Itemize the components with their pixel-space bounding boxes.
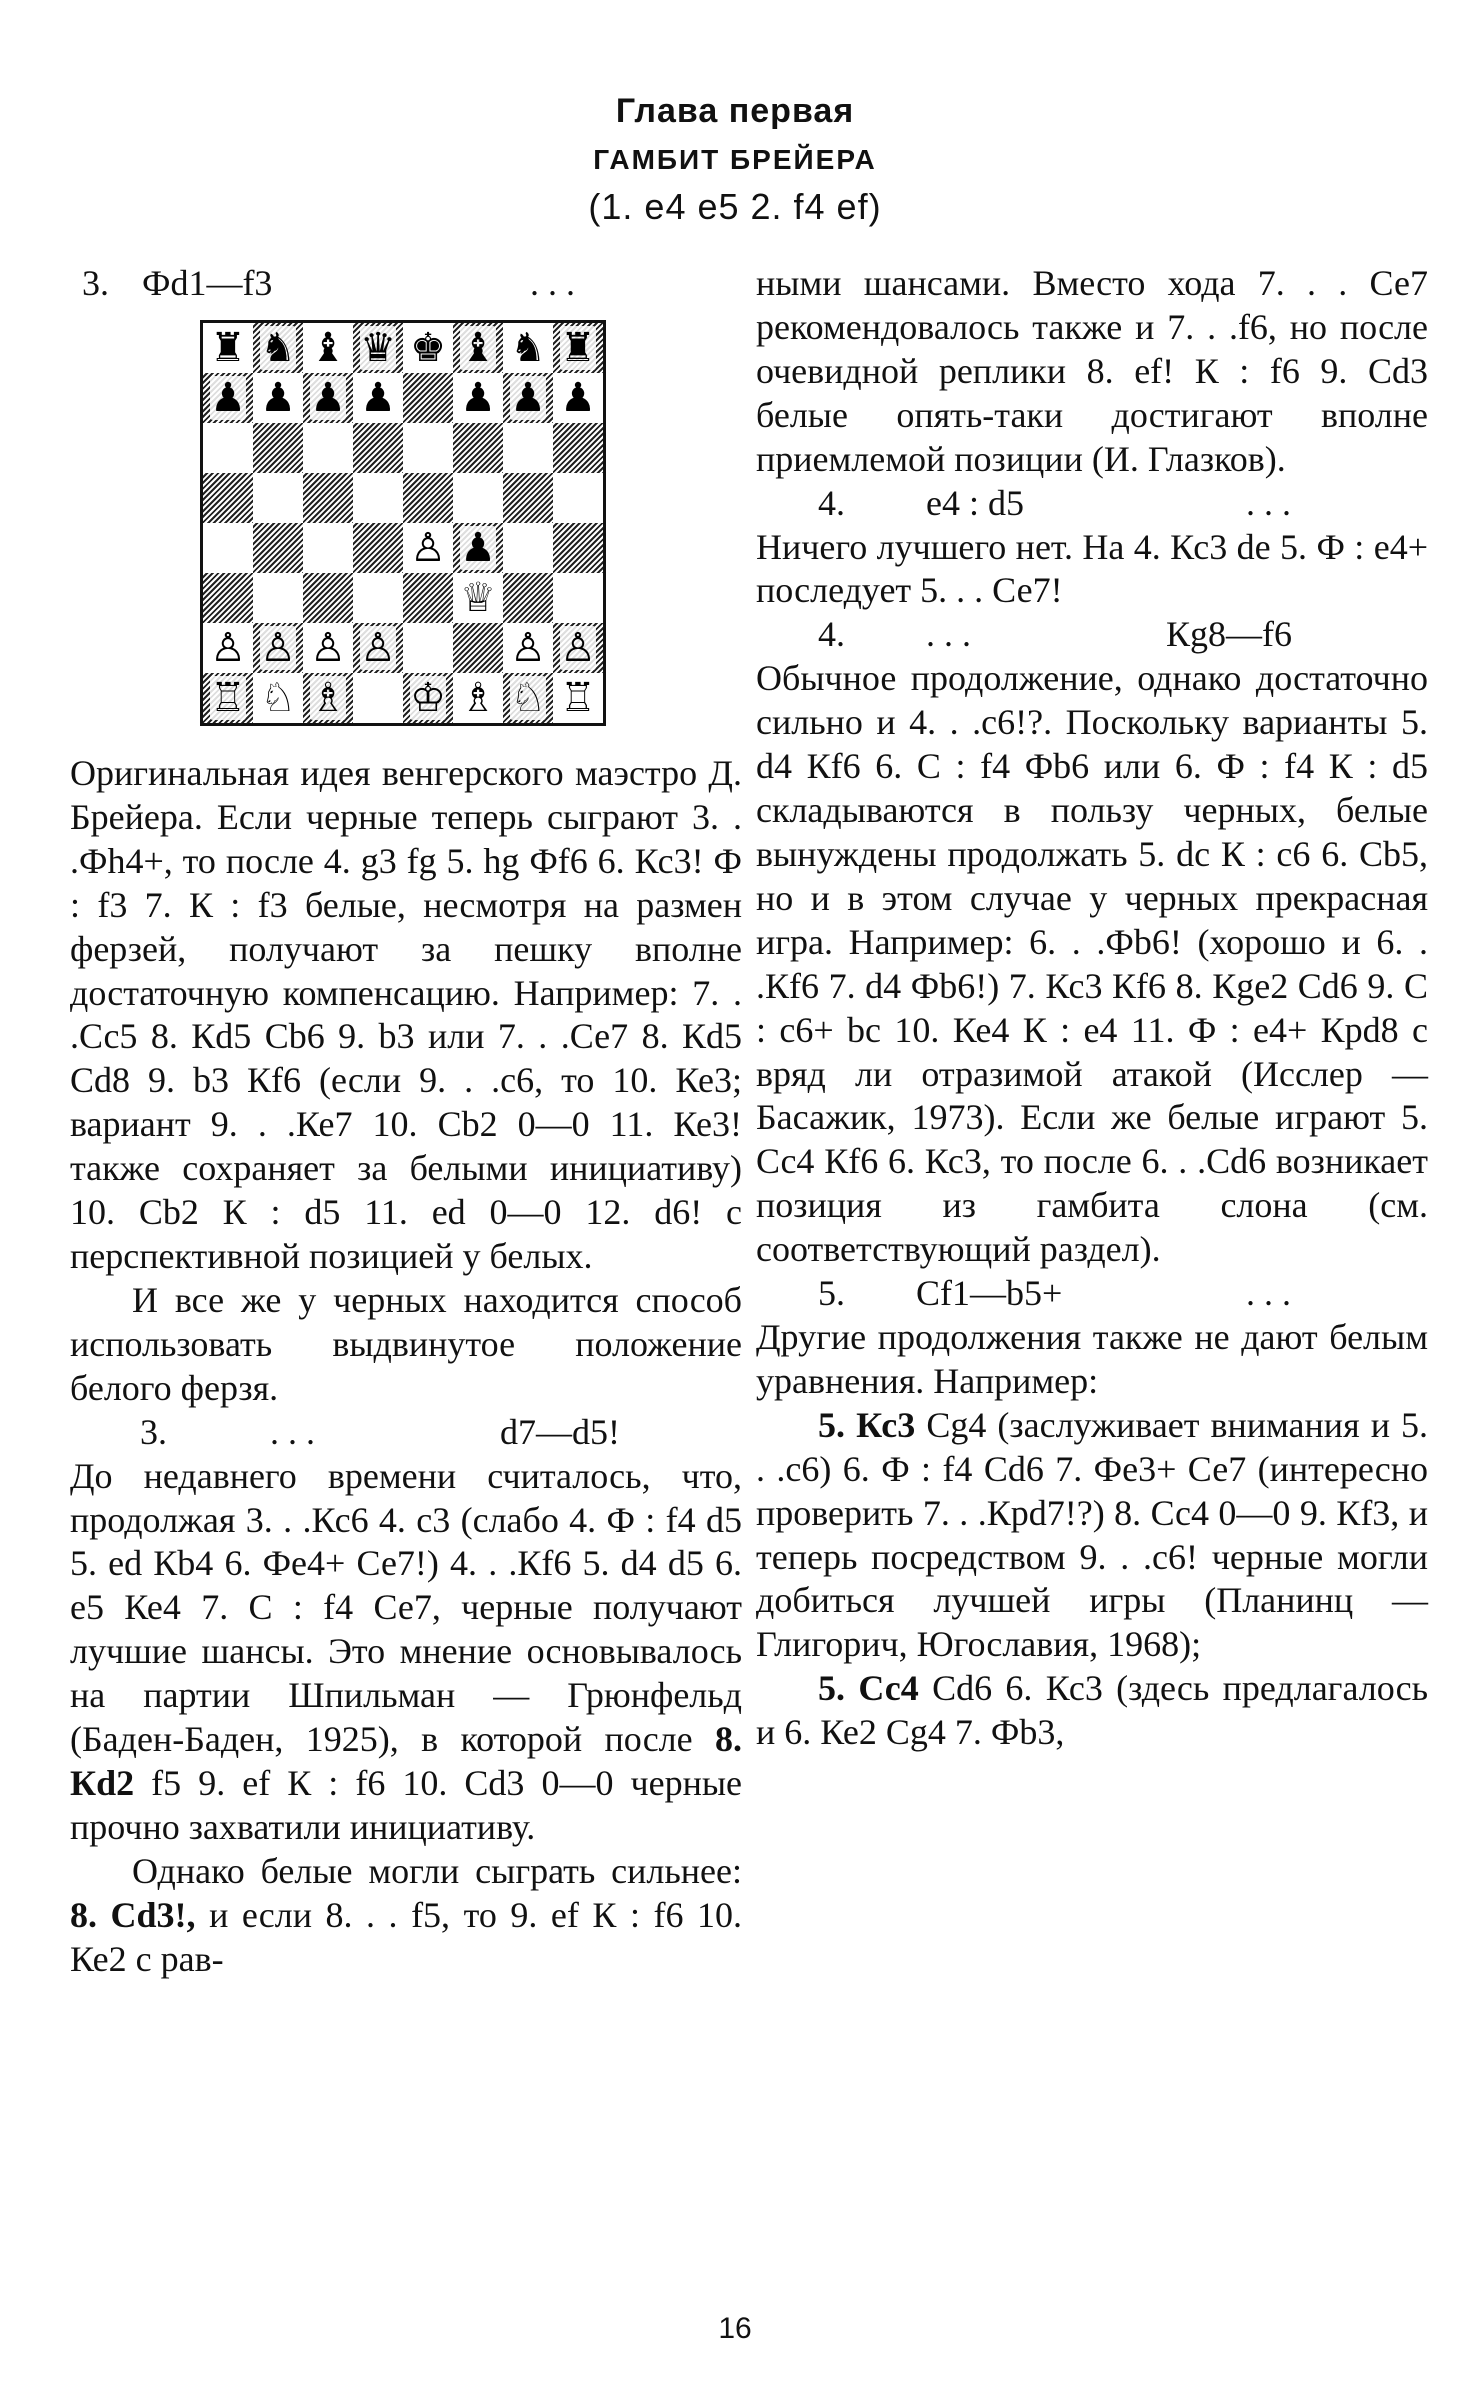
board-square [203,573,253,623]
board-square [203,323,253,373]
paragraph-text: Сg4 (заслуживает внимания и 5. . .с6) 6. Ф : f4 Сd6 7. Фе3+ Се7 (интересно проверить 7. . .Кpd7!?) 8. Сс4 0—0 9. Кf3, и теперь посредством 9. . .с6! черные могли добиться лучшей игры (Планинц — Глигорич, Югославия, 1968); [756,1404,1429,1665]
board-square [453,623,503,673]
board-square [203,623,253,673]
black-move: d7—d5! [500,1411,620,1452]
white-move: Фd1—f3 [142,263,273,303]
chess-piece: ♕ [460,575,496,621]
paragraph-text: f5 9. ef К : f6 10. Сd3 0—0 черные прочно захватили инициативу. [70,1762,743,1847]
board-square [203,423,253,473]
board-square [253,323,303,373]
paragraph-text: До недавнего времени считалось, что, продолжая 3. . .Кс6 4. с3 (слабо 4. Ф : f4 d5 5. ed Кb4 6. Фе4+ Се7!) 4. . .Кf6 5. d4 d5 6. е5 Ке4 7. С : f4 Се7, черные получают лучшие шансы. Это мнение основывалось на партии Шпильман — Грюнфельд (Баден-Баден, 1925), в которой после [70,1455,742,1760]
board-square [503,473,553,523]
paragraph [756,1404,1428,1667]
black-move: . . . [1246,482,1291,523]
white-move: е4 : d5 [926,482,1024,523]
white-move: Сf1—b5+ [916,1273,1063,1314]
paragraph: Оригинальная идея венгерского маэстро Д. Брейера. Если черные теперь сыграют 3. . .Фh4+, то после 4. g3 fg 5. hg Фf6 6. Кс3! Ф : f3 7. К : f3 белые, несмотря на размен ферзей, получают за пешку вполне достаточную компенсацию. Например: 7. . .Сс5 8. Кd5 Сb6 9. b3 или 7. . .Се7 8. Кd5 Сd8 9. b3 Кf6 (если 9. . .с6, то 10. Ке3; вариант 9. . .Ке7 10. Сb2 0—0 11. Ке3! также сохраняет за белыми инициативу) 10. Сb2 К : d5 11. ed 0—0 12. d6! с перспективной позицией у белых. [70,753,742,1276]
chess-board [200,320,606,726]
board-square [403,423,453,473]
board-square [453,573,503,623]
black-move: . . . [1246,1273,1291,1314]
chess-piece: ♛ [360,325,396,371]
board-square [353,523,403,573]
chess-piece: ♚ [410,325,446,371]
move-number: 3. [140,1411,167,1452]
chess-piece: ♙ [560,625,596,671]
board-square [253,373,303,423]
board-square [503,573,553,623]
board-square [353,323,403,373]
board-square [303,373,353,423]
board-square [553,573,603,623]
board-square [403,523,453,573]
board-square [503,423,553,473]
chess-piece: ♟ [510,375,546,421]
left-column [70,262,742,1981]
board-square [203,473,253,523]
page-number: 16 [718,2312,752,2345]
bold-move: 5. Кс3 [818,1404,916,1445]
board-square [453,473,503,523]
move-line [70,262,742,306]
board-square [503,373,553,423]
white-move: . . . [270,1411,315,1452]
chess-piece: ♗ [460,675,496,721]
chess-piece: ♖ [560,675,596,721]
board-square [453,323,503,373]
board-square [403,673,453,723]
chess-piece: ♘ [510,675,546,721]
chess-piece: ♝ [460,325,496,371]
board-square [353,373,403,423]
paragraph [70,1455,742,1850]
chess-piece: ♙ [410,525,446,571]
move-number: 5. [818,1273,845,1314]
board-square [553,323,603,373]
board-square [453,423,503,473]
chess-piece: ♜ [560,325,596,371]
paragraph [70,1850,742,1982]
opening-moves: (1. e4 e5 2. f4 ef) [588,186,882,227]
move-line [756,613,1428,657]
board-square [553,423,603,473]
chess-piece: ♟ [210,375,246,421]
board-square [503,623,553,673]
board-square [403,623,453,673]
board-square [503,673,553,723]
chess-piece: ♟ [360,375,396,421]
chess-piece: ♜ [210,325,246,371]
chapter-heading: Глава первая [615,92,855,130]
board-square [503,323,553,373]
board-square [553,373,603,423]
board-square [253,523,303,573]
move-number: 3. [82,263,109,303]
chess-piece: ♙ [510,625,546,671]
board-square [303,423,353,473]
bold-move: 8. Кd2 [70,1719,743,1803]
board-square [403,373,453,423]
move-line [756,482,1428,526]
paragraph: Ничего лучшего нет. На 4. Кс3 de 5. Ф : е4+ последует 5. . . Се7! [756,526,1428,611]
board-square [553,523,603,573]
black-move: . . . [530,263,575,303]
chess-piece: ♟ [460,375,496,421]
chess-piece: ♗ [310,675,346,721]
chess-piece: ♘ [260,675,296,721]
board-square [403,323,453,373]
paragraph: Другие продолжения также не дают белым уравнения. Например: [756,1317,1428,1401]
board-square [253,423,303,473]
paragraph [756,1667,1428,1755]
board-square [553,673,603,723]
right-column [756,262,1428,1755]
paragraph: И все же у черных находится способ использовать выдвинутое положение белого ферзя. [70,1279,742,1408]
board-square [253,473,303,523]
black-move: Кg8—f6 [1166,614,1292,655]
move-number: 4. [818,614,845,655]
chess-piece: ♟ [460,525,496,571]
board-square [253,623,303,673]
board-square [203,373,253,423]
chess-piece: ♙ [260,625,296,671]
board-square [303,573,353,623]
white-move: . . . [926,614,971,655]
paragraph: Обычное продолжение, однако достаточно сильно и 4. . .с6!?. Поскольку варианты 5. d4 Кf6 6. С : f4 Фb6 или 6. Ф : f4 К : d5 складываются в пользу черных, белые вынуждены продолжать 5. dc К : с6 6. Сb5, но и в этом случае у черных прекрасная игра. Например: 6. . .Фb6! (хорошо и 6. . .Кf6 7. d4 Фb6!) 7. Кс3 Кf6 8. Кge2 Сd6 9. С : с6+ bc 10. Ке4 К : е4 11. Ф : е4+ Кpd8 с вряд ли отразимой атакой (Исслер — Басажик, 1973). Если же белые играют 5. Сс4 Кf6 6. Кс3, то после 6. . .Сd6 возникает позиция из гамбита слона (см. соответствующий раздел). [756,658,1428,1270]
chess-piece: ♟ [310,375,346,421]
move-line [756,1272,1428,1316]
paragraph-text: Сd6 6. Кс3 (здесь предлагалось и 6. Ке2 Сg4 7. Фb3, [756,1668,1428,1753]
board-square [353,673,403,723]
paragraph-text: и если 8. . . f5, то 9. ef К : f6 10. Ке2 с рав- [70,1894,742,1979]
board-square [303,623,353,673]
chapter-title: ГАМБИТ БРЕЙЕРА [593,144,877,175]
board-square [453,373,503,423]
chess-piece: ♔ [410,675,446,721]
board-square [253,673,303,723]
chess-piece: ♞ [510,325,546,371]
chess-piece: ♝ [310,325,346,371]
move-number: 4. [818,482,845,523]
board-square [353,573,403,623]
chess-piece: ♖ [210,675,246,721]
chess-piece: ♟ [260,375,296,421]
board-square [303,673,353,723]
paragraph-text: Однако белые могли сыграть сильнее: [132,1850,742,1891]
board-square [203,523,253,573]
bold-move: 5. Сс4 [818,1668,919,1709]
chess-diagram [70,320,742,740]
board-square [353,473,403,523]
board-square [453,673,503,723]
paragraph: ными шансами. Вместо хода 7. . . Се7 рекомендовалось также и 7. . .f6, но после очевидной реплики 8. ef! К : f6 9. Сd3 белые опять-таки достигают вполне приемлемой позиции (И. Глазков). [756,263,1428,479]
board-square [253,573,303,623]
chess-piece: ♞ [260,325,296,371]
move-line [70,1411,742,1455]
chess-piece: ♟ [560,375,596,421]
board-square [453,523,503,573]
board-square [353,423,403,473]
board-square [553,623,603,673]
board-square [203,673,253,723]
board-square [503,523,553,573]
chess-piece: ♙ [210,625,246,671]
board-square [303,473,353,523]
board-square [553,473,603,523]
chess-piece: ♙ [360,625,396,671]
chess-piece: ♙ [310,625,346,671]
board-square [303,523,353,573]
board-square [303,323,353,373]
board-square [353,623,403,673]
board-square [403,573,453,623]
bold-move: 8. Сd3!, [70,1894,196,1935]
board-square [403,473,453,523]
